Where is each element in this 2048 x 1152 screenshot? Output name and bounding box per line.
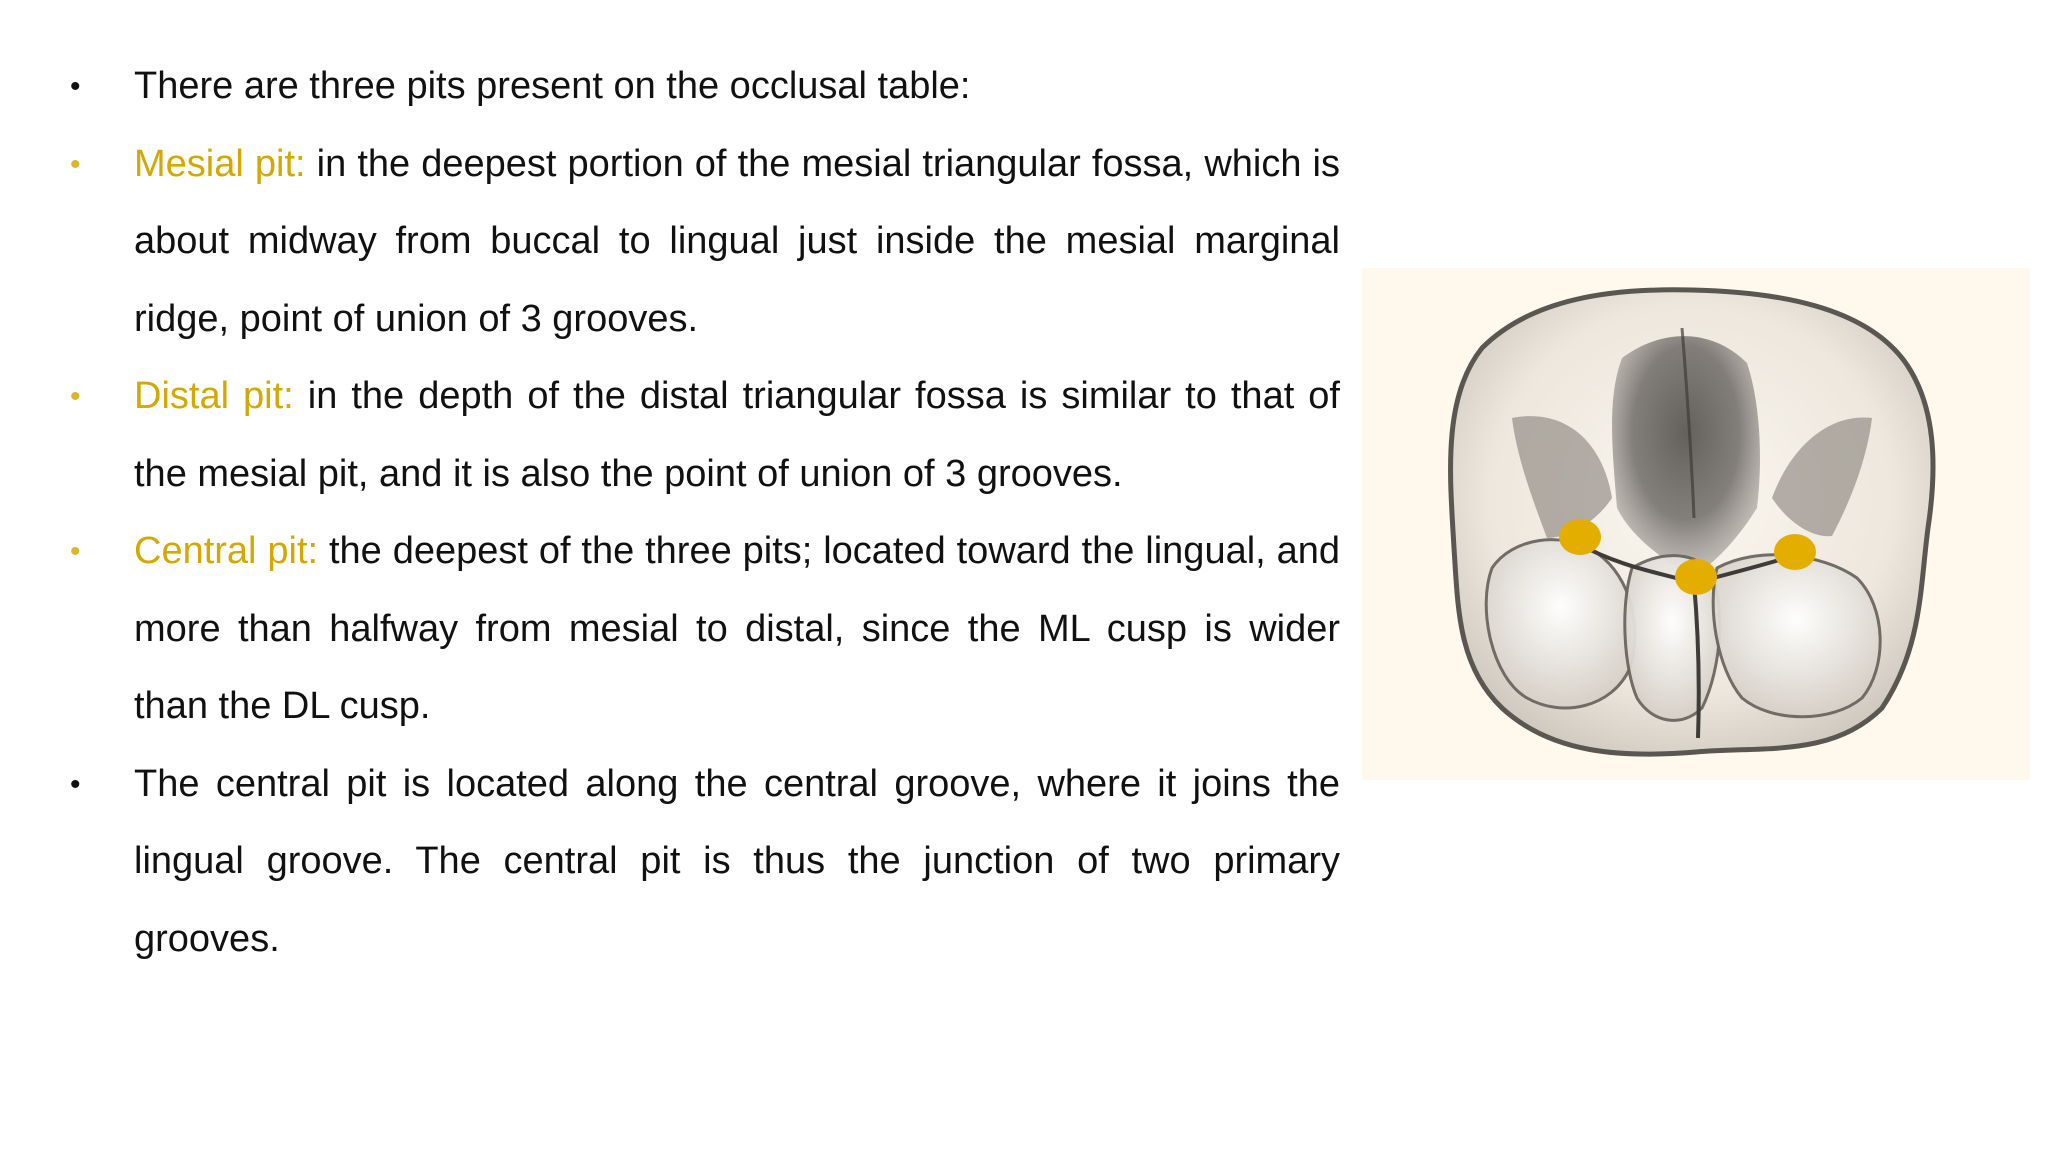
bullet-item <box>70 746 1340 979</box>
bullet-term: Mesial pit: <box>134 142 306 185</box>
bullet-item <box>70 513 1340 746</box>
bullet-dot-icon: • <box>70 767 81 801</box>
bullet-text: The central pit is located along the central groove, where it joins the lingual groove. The central pit is thus the junction of two primary grooves. <box>134 762 1340 960</box>
distal-pit-marker <box>1774 534 1816 570</box>
central-pit-marker <box>1675 559 1717 595</box>
bullet-item <box>70 48 1340 126</box>
bullet-dot-icon: • <box>70 535 81 568</box>
bullet-dot-icon: • <box>70 70 81 103</box>
mesial-pit-marker <box>1559 519 1601 555</box>
bullet-term: Central pit: <box>134 530 319 572</box>
bullet-dot-icon: • <box>70 147 81 181</box>
cusp <box>1713 555 1880 717</box>
bullet-item <box>70 126 1340 359</box>
bullet-dot-icon: • <box>70 380 81 413</box>
molar-occlusal-drawing <box>1362 268 2030 780</box>
text-block <box>70 48 1340 978</box>
tooth-illustration <box>1362 268 2030 780</box>
bullet-item <box>70 358 1340 513</box>
bullet-text: the deepest of the three pits; located toward the lingual, and more than halfway from mesial to distal, since the ML cusp is wider than the DL cusp. <box>134 530 1341 727</box>
bullet-list <box>70 48 1340 978</box>
bullet-text: There are three pits present on the occlusal table: <box>134 65 971 107</box>
bullet-text: in the deepest portion of the mesial triangular fossa, which is about midway from buccal to lingual just inside the mesial marginal ridge, point of union of 3 grooves. <box>134 142 1340 340</box>
bullet-text: in the depth of the distal triangular fossa is similar to that of the mesial pit, and it is also the point of union of 3 grooves. <box>134 375 1340 495</box>
bullet-term: Distal pit: <box>134 375 294 417</box>
